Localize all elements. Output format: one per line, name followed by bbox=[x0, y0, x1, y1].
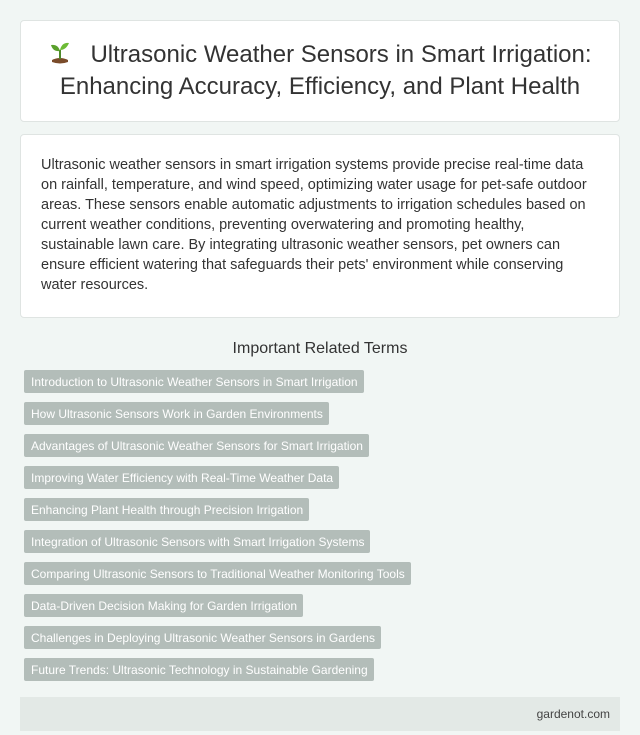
related-term-link[interactable]: Advantages of Ultrasonic Weather Sensors for Smart Irrigation bbox=[24, 434, 369, 457]
related-term-link[interactable]: Introduction to Ultrasonic Weather Sensors in Smart Irrigation bbox=[24, 370, 364, 393]
related-term-link[interactable]: Enhancing Plant Health through Precision Irrigation bbox=[24, 498, 309, 521]
footer bbox=[20, 697, 620, 731]
related-term-link[interactable]: Integration of Ultrasonic Sensors with Smart Irrigation Systems bbox=[24, 530, 370, 553]
page-title-text: Ultrasonic Weather Sensors in Smart Irrigation: Enhancing Accuracy, Efficiency, and Plant Health bbox=[59, 41, 592, 100]
title-card bbox=[20, 20, 620, 122]
related-term-link[interactable]: How Ultrasonic Sensors Work in Garden Environments bbox=[24, 402, 329, 425]
footer-site[interactable]: gardenot.com bbox=[536, 707, 610, 721]
page-title bbox=[33, 39, 607, 103]
related-term-link[interactable]: Challenges in Deploying Ultrasonic Weather Sensors in Gardens bbox=[24, 626, 381, 649]
related-term-link[interactable]: Comparing Ultrasonic Sensors to Traditional Weather Monitoring Tools bbox=[24, 562, 411, 585]
related-terms-list bbox=[20, 370, 620, 681]
page bbox=[20, 0, 620, 731]
sprout-icon bbox=[48, 40, 72, 66]
related-terms-heading: Important Related Terms bbox=[232, 340, 408, 357]
related-term-link[interactable]: Future Trends: Ultrasonic Technology in Sustainable Gardening bbox=[24, 658, 374, 681]
summary-text: Ultrasonic weather sensors in smart irrigation systems provide precise real-time data on rainfall, temperature, and wind speed, optimizing water usage for pet-safe outdoor areas. These sensors enable automatic adjustments to irrigation schedules based on current weather conditions, preventing overwatering and promoting healthy, sustainable lawn care. By integrating ultrasonic weather sensors, pet owners can ensure efficient watering that safeguards their pets' environment while conserving water resources. bbox=[41, 157, 587, 293]
related-term-link[interactable]: Data-Driven Decision Making for Garden Irrigation bbox=[24, 594, 303, 617]
related-term-link[interactable]: Improving Water Efficiency with Real-Time Weather Data bbox=[24, 466, 339, 489]
summary-card bbox=[20, 134, 620, 318]
